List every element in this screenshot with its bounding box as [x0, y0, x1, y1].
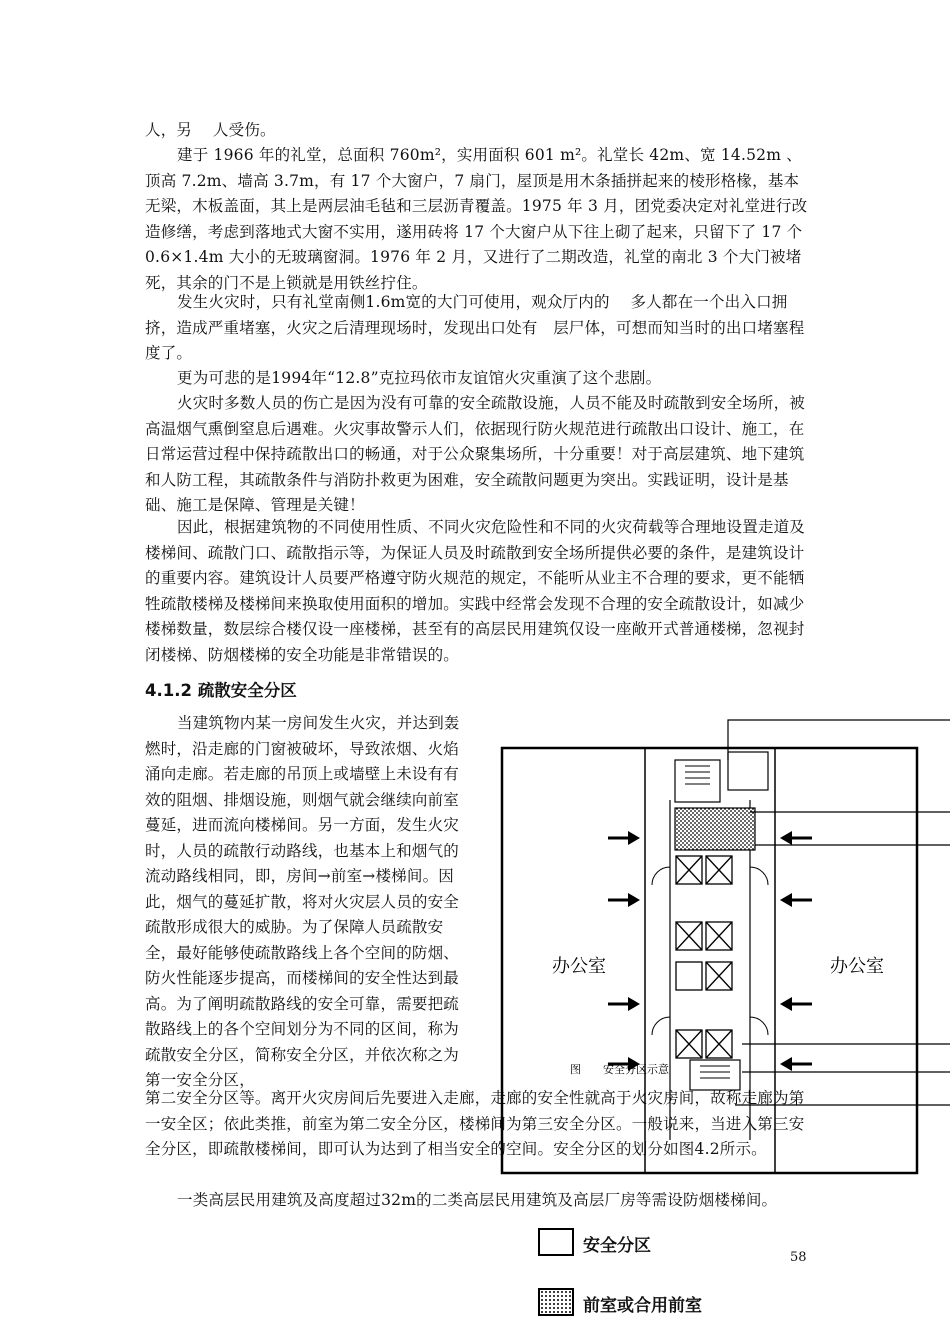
section-paragraph-continued: 第二安全分区等。离开火灾房间后先要进入走廊，走廊的安全性就高于火灾房间，故称走廊为第一安全区；依此类推，前室为第二安全分区，楼梯间为第三安全分区。一般说来，当进入第三安全分区，即疏散楼梯间，即可认为达到了相当安全的空间。安全分区的划分如图4.2所示。 — [145, 1089, 805, 1158]
elevator-group-1 — [676, 856, 732, 1058]
section-heading: 4.1.2 疏散安全分区 — [145, 681, 297, 700]
paragraph-3: 发生火灾时，只有礼堂南侧1.6m宽的大门可使用，观众厅内的 多人都在一个出入口拥挤，造成严重堵塞，火灾之后清理现场时，发现出口处有 层尸体，可想而知当时的出口堵塞程度了。 — [145, 293, 805, 362]
legend-safety-zone-swatch — [538, 1228, 574, 1256]
section-paragraph-wrapped: 当建筑物内某一房间发生火灾，并达到轰燃时，沿走廊的门窗被破坏，导致浓烟、火焰涌向走廊。若走廊的吊顶上或墙壁上未设有有效的阻烟、排烟设施，则烟气就会继续向前室蔓延，进而流向楼梯间。另一方面，发生火灾时，人员的疏散行动路线，也基本上和烟气的流动路线相同，即，房间→前室→楼梯间。因此，烟气的蔓延扩散，将对火灾层人员的安全疏散形成很大的威胁。为了保障人员疏散安全，最好能够使疏散路线上各个空间的防烟、防火性能逐步提高，而楼梯间的安全性达到最高。为了阐明疏散路线的安全可靠，需要把疏散路线上的各个空间划分为不同的区间，称为疏散安全分区，简称安全分区，并依次称之为第一安全分区， — [145, 714, 460, 1089]
front-room-shaded — [675, 808, 755, 850]
page-number: 58 — [790, 1250, 807, 1265]
stair-bottom — [690, 1060, 740, 1090]
safety-zone-floor-plan — [480, 700, 950, 1180]
office-right-label: 办公室 — [830, 956, 884, 977]
legend-front-room-label: 前室或合用前室 — [583, 1296, 702, 1316]
paragraph-4: 更为可悲的是1994年“12.8”克拉玛依市友谊馆火灾重演了这个悲剧。 — [177, 369, 662, 387]
figure-caption: 图 安全分区示意 — [570, 1063, 669, 1076]
paragraph-2: 建于 1966 年的礼堂，总面积 760m²，实用面积 601 m²。礼堂长 42m、宽 14.52m 、顶高 7.2m、墙高 3.7m，有 17 个大窗户，7 扇门，屋顶是用木条插拼起来的棱形格椽，基本无梁，木板盖面，其上是两层油毛毡和三层沥青覆盖。1975 年 3 月，团党委决定对礼堂进行改造修缮，考虑到落地式大窗不实用，遂用砖将 17 个大窗户从下往上砌了起来，只留下了 17 个 0.6×1.4m 大小的无玻璃窗洞。1976 年 2 月，又进行了二期改造，礼堂的南北 3 个大门被堵死，其余的门不是上锁就是用铁丝拧住。 — [145, 146, 808, 292]
legend-safety-zone-label: 安全分区 — [583, 1236, 651, 1256]
paragraph-5: 火灾时多数人员的伤亡是因为没有可靠的安全疏散设施，人员不能及时疏散到安全场所，被高温烟气熏倒窒息后遇难。火灾事故警示人们，依据现行防火规范进行疏散出口设计、施工，在日常运营过程中保持疏散出口的畅通，对于公众聚集场所，十分重要！对于高层建筑、地下建筑和人防工程，其疏散条件与消防扑救更为困难，安全疏散问题更为突出。实践证明，设计是基础、施工是保障、管理是关键！ — [145, 394, 806, 514]
paragraph-1: 人，另 人受伤。 — [145, 121, 276, 139]
office-left-label: 办公室 — [552, 956, 606, 977]
legend-front-room-swatch — [538, 1288, 574, 1316]
paragraph-6: 因此，根据建筑物的不同使用性质、不同火灾危险性和不同的火灾荷载等合理地设置走道及楼梯间、疏散门口、疏散指示等，为保证人员及时疏散到安全场所提供必要的条件，是建筑设计的重要内容。建筑设计人员要严格遵守防火规范的规定，不能听从业主不合理的要求，更不能牺牲疏散楼梯及楼梯间来换取使用面积的增加。实践中经常会发现不合理的安全疏散设计，如减少楼梯数量，数层综合楼仅设一座楼梯，甚至有的高层民用建筑仅设一座敞开式普通楼梯，忽视封闭楼梯、防烟楼梯的安全功能是非常错误的。 — [145, 518, 806, 664]
paragraph-last: 一类高层民用建筑及高度超过32m的二类高层民用建筑及高层厂房等需设防烟楼梯间。 — [177, 1191, 778, 1209]
